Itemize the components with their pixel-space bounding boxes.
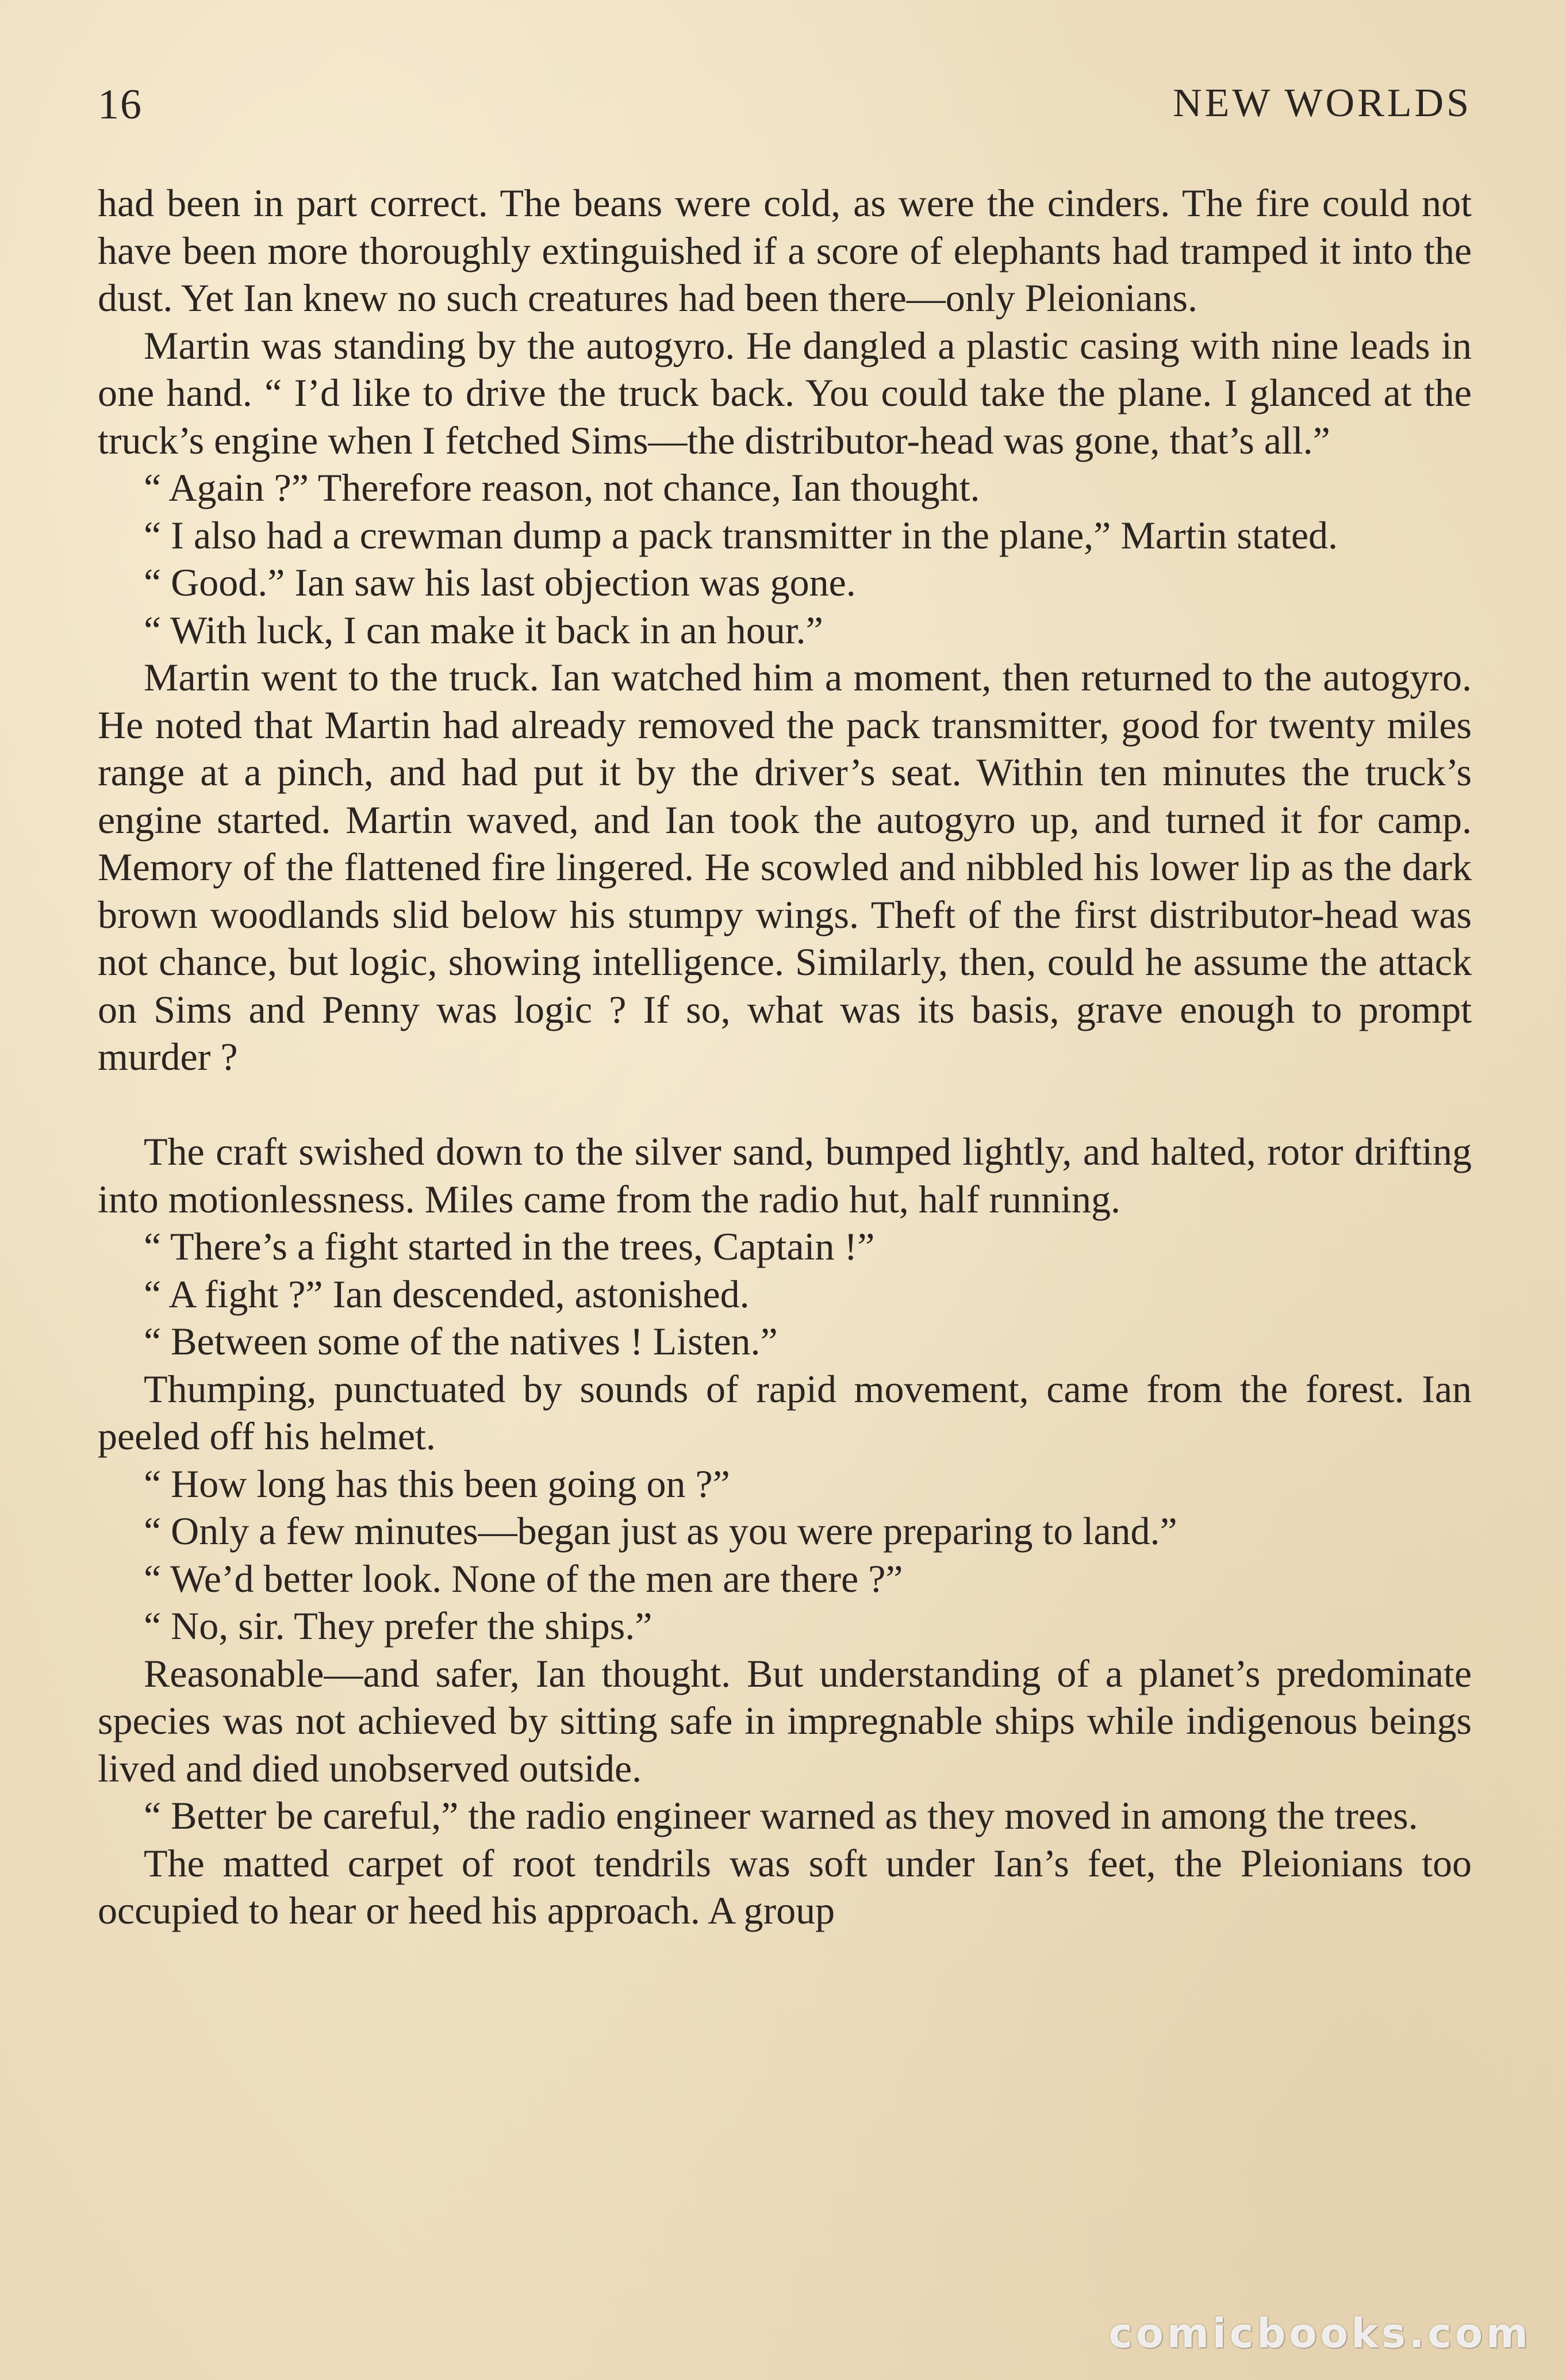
page-number: 16	[98, 81, 143, 128]
paragraph: “ I also had a crewman dump a pack transmitter in the plane,” Martin stated.	[144, 513, 1338, 557]
paragraph: Reasonable—and safer, Ian thought. But understanding of a planet’s predominate species was not achieved by sitting safe in impregnable ships while indigenous beings lived and died unobserved outside.	[98, 1651, 1472, 1790]
paragraph: “ A fight ?” Ian descended, astonished.	[144, 1272, 750, 1316]
paragraph: “ Between some of the natives ! Listen.”	[144, 1319, 778, 1363]
paragraph: Martin was standing by the autogyro. He dangled a plastic casing with nine leads in one hand. “ I’d like to drive the truck back. You could take the plane. I glanced at the truck’s engine when I fetched Sims—the distributor-head was gone, that’s all.”	[98, 323, 1472, 462]
paragraph: “ There’s a fight started in the trees, Captain !”	[144, 1224, 875, 1268]
body-text	[98, 179, 1472, 1934]
paragraph: The craft swished down to the silver sand, bumped lightly, and halted, rotor drifting into motionlessness. Miles came from the radio hut, half running.	[98, 1130, 1472, 1221]
paragraph: “ Only a few minutes—began just as you were preparing to land.”	[144, 1509, 1177, 1553]
page-header	[98, 80, 1472, 149]
paragraph: “ Good.” Ian saw his last objection was gone.	[144, 561, 856, 604]
paragraph: Thumping, punctuated by sounds of rapid movement, came from the forest. Ian peeled off his helmet.	[98, 1366, 1472, 1458]
paragraph: The matted carpet of root tendrils was soft under Ian’s feet, the Pleionians too occupied to hear or heed his approach. A group	[98, 1841, 1472, 1932]
paragraph: “ How long has this been going on ?”	[144, 1461, 730, 1506]
paragraph: “ Again ?” Therefore reason, not chance, Ian thought.	[144, 466, 980, 509]
paragraph: “ Better be careful,” the radio engineer warned as they moved in among the trees.	[144, 1794, 1418, 1837]
section-break	[98, 1081, 1472, 1128]
paragraph: had been in part correct. The beans were cold, as were the cinders. The fire could not have been more thoroughly extinguished if a score of elephants had tramped it into the dust. Yet Ian knew no such creatures had been there—only Pleionians.	[98, 181, 1472, 320]
paragraph: Martin went to the truck. Ian watched him a moment, then returned to the autogyro. He noted that Martin had already removed the pack transmitter, good for twenty miles range at a pinch, and had put it by the driver’s seat. Within ten minutes the truck’s engine started. Martin waved, and Ian took the autogyro up, and turned it for camp. Memory of the flattened fire lingered. He scowled and nibbled his lower lip as the dark brown woodlands slid below his stumpy wings. Theft of the first distributor-head was not chance, but logic, showing intelligence. Similarly, then, could he assume the attack on Sims and Penny was logic ? If so, what was its basis, grave enough to prompt murder ?	[98, 655, 1472, 1078]
watermark: comicbooks.com	[1108, 2310, 1532, 2357]
paragraph: “ No, sir. They prefer the ships.”	[144, 1604, 652, 1648]
running-head: NEW WORLDS	[1173, 81, 1472, 125]
paragraph: “ With luck, I can make it back in an hour.”	[144, 608, 823, 652]
paragraph: “ We’d better look. None of the men are there ?”	[144, 1556, 903, 1600]
